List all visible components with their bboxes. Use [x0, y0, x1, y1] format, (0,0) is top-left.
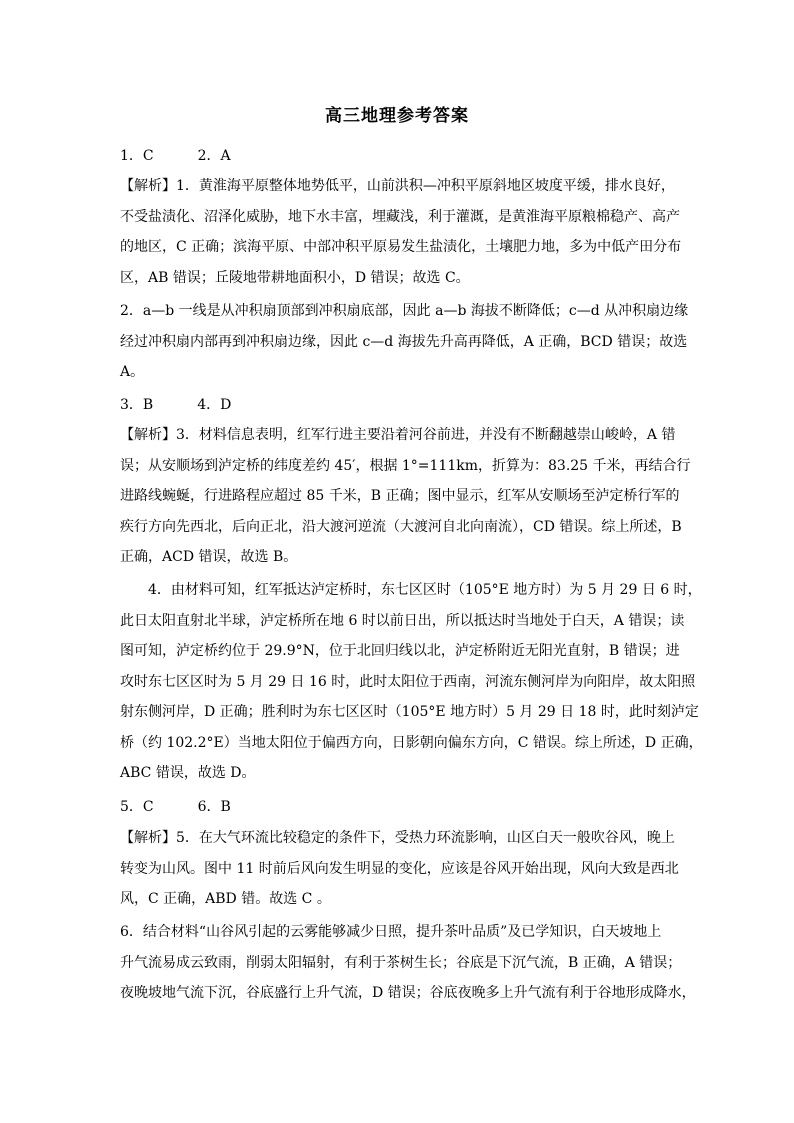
paragraph-line: 的地区，C 正确；滨海平原、中部冲积平原易发生盐渍化，土壤肥力地，多为中低产田分布: [120, 239, 682, 255]
answer-q1: 1．C: [120, 148, 154, 164]
paragraph-line: 经过冲积扇内部再到冲积扇边缘，因此 c—d 海拔先升高再降低，A 正确，BCD 错误；故选: [120, 334, 688, 350]
paragraph-line: 【解析】5．在大气环流比较稳定的条件下，受热力环流影响，山区白天一般吹谷风，晚上: [120, 830, 675, 846]
paragraph-line: 夜晚坡地气流下沉，谷底盛行上升气流，D 错误；谷底夜晚多上升气流有利于谷地形成降水，: [120, 985, 696, 1001]
answer-key-q3-q4: [120, 395, 680, 415]
paragraph-line: 误；从安顺场到泸定桥的纬度差约 45′，根据 1°=111km，折算为：83.25 千米，再结合行: [120, 458, 691, 474]
paragraph-line: 转变为山风。图中 11 时前后风向发生明显的变化，应该是谷风开始出现，风向大致是西北: [120, 861, 679, 877]
paragraph-line: 【解析】1．黄淮海平原整体地势低平，山前洪积—冲积平原斜地区坡度平缓，排水良好，: [120, 178, 675, 194]
paragraph-line: 正确，ACD 错误，故选 B。: [120, 549, 298, 565]
answer-q3: 3．B: [120, 397, 154, 413]
paragraph-line: 进路线蜿蜒，行进路程应超过 85 千米，B 正确；图中显示，红军从安顺场至泸定桥行军的: [120, 488, 680, 504]
answer-q2: 2．A: [197, 148, 231, 164]
paragraph-line: ABC 错误，故选 D。: [120, 765, 256, 781]
paragraph-line: 疾行方向先西北，后向正北，沿大渡河逆流（大渡河自北向南流），CD 错误。综上所述，B: [120, 519, 682, 535]
page-title: 高三地理参考答案: [325, 106, 469, 126]
paragraph-line: 【解析】3．材料信息表明，红军行进主要沿着河谷前进，并没有不断翻越崇山峻岭，A 错: [120, 427, 676, 443]
paragraph-line: 升气流易成云致雨，削弱太阳辐射，有利于茶树生长；谷底是下沉气流，B 正确，A 错误；: [120, 955, 682, 971]
paragraph-line: 风，C 正确，ABD 错。故选 C 。: [120, 891, 331, 907]
paragraph-line: 区，AB 错误；丘陵地带耕地面积小，D 错误；故选 C。: [120, 270, 470, 286]
paragraph-line: 射东侧河岸，D 正确；胜利时为东七区区时（105°E 地方时）5 月 29 日 18 时，此时刻泸定: [120, 704, 699, 720]
answer-key-q1-q2: [120, 146, 680, 166]
paragraph-line: 不受盐渍化、沼泽化威胁，地下水丰富，埋藏浅，利于灌溉，是黄淮海平原粮棉稳产、高产: [120, 209, 680, 225]
paragraph-line: A。: [120, 364, 145, 380]
paragraph-line: 图可知，泸定桥约位于 29.9°N，位于北回归线以北，泸定桥附近无阳光直射，B 错误；进: [120, 643, 680, 659]
paragraph-line: 此日太阳直射北半球，泸定桥所在地 6 时以前日出，所以抵达时当地处于白天，A 错误；读: [120, 613, 685, 629]
answer-key-q5-q6: [120, 797, 680, 817]
paragraph-line: 2．a—b 一线是从冲积扇顶部到冲积扇底部，因此 a—b 海拔不断降低；c—d 从冲积扇边缘: [120, 303, 689, 319]
paragraph-line: 桥（约 102.2°E）当地太阳位于偏西方向，日影朝向偏东方向，C 错误。综上所述，D 正确，: [120, 735, 703, 751]
answer-q4: 4．D: [197, 397, 232, 413]
paragraph-line: 4．由材料可知，红军抵达泸定桥时，东七区区时（105°E 地方时）为 5 月 29 日 6 时，: [148, 582, 702, 598]
answer-q6: 6．B: [197, 799, 231, 815]
paragraph-line: 6．结合材料“山谷风引起的云雾能够减少日照，提升茶叶品质”及已学知识，白天坡地上: [120, 924, 662, 940]
paragraph-line: 攻时东七区区时为 5 月 29 日 16 时，此时太阳位于西南，河流东侧河岸为向阳岸，故太阳照: [120, 674, 696, 690]
answer-q5: 5．C: [120, 799, 154, 815]
